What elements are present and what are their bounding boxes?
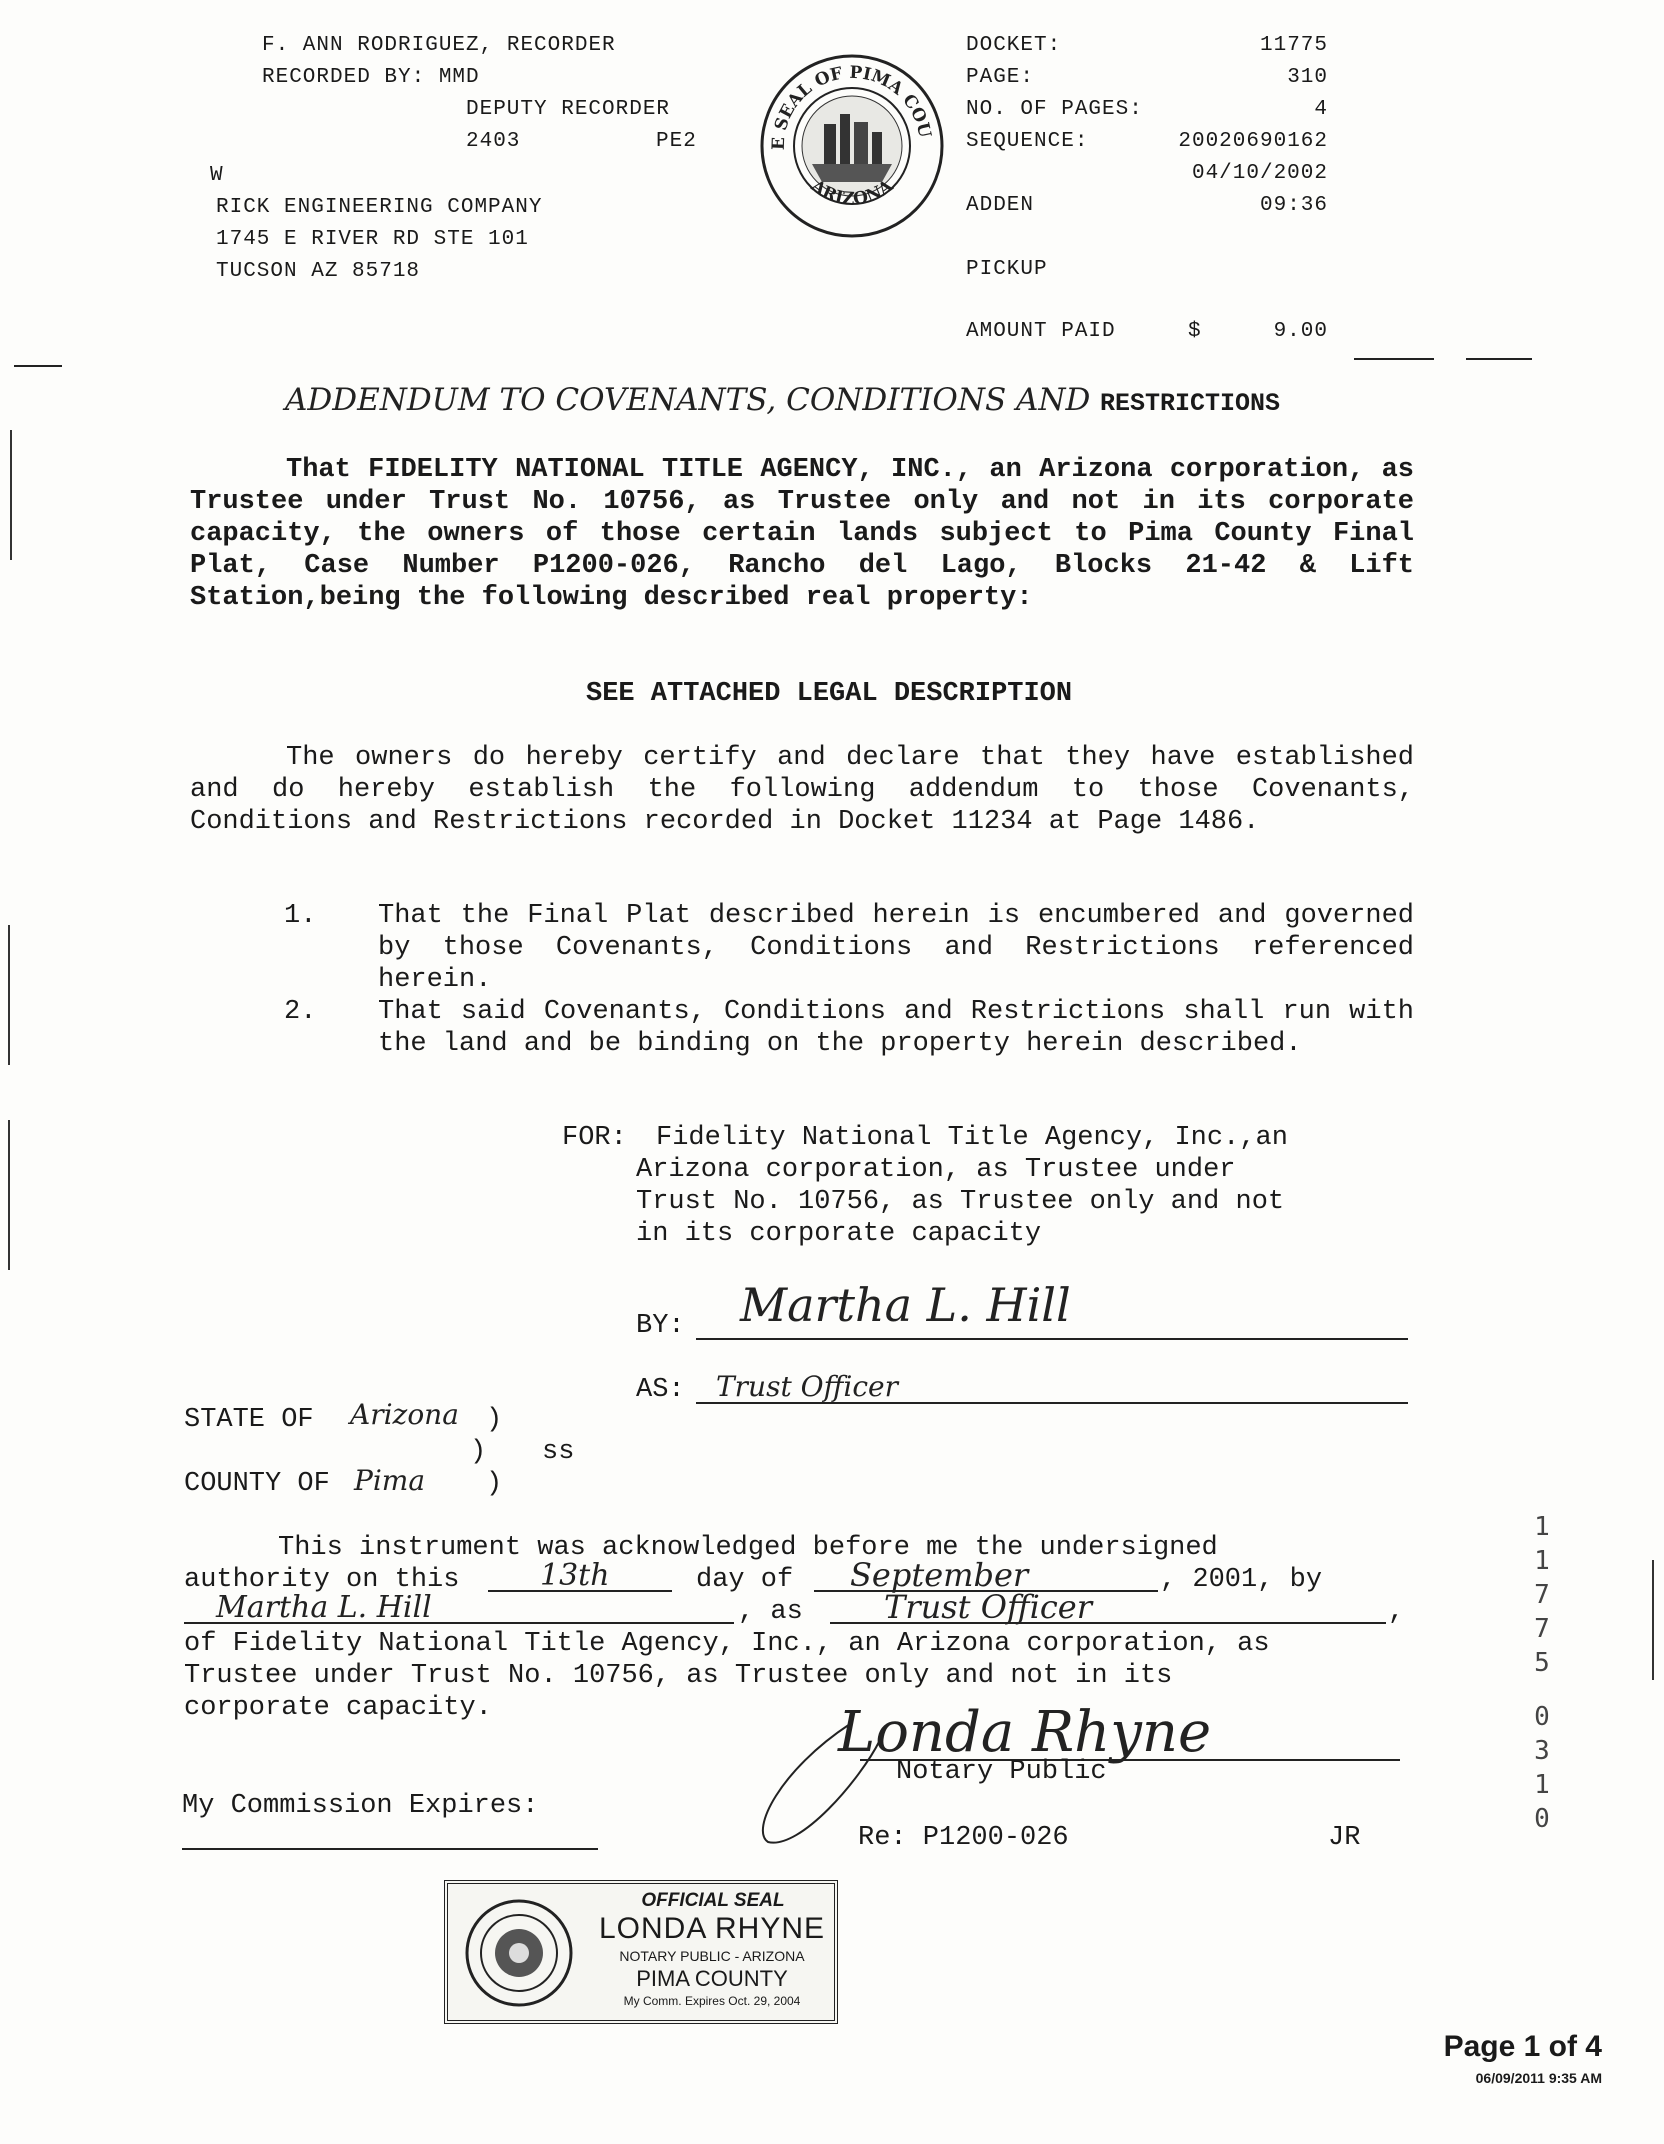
print-timestamp: 06/09/2011 9:35 AM bbox=[1475, 2070, 1602, 2086]
declaration-paragraph: The owners do hereby certify and declare that they have established and do hereby establish the following addendum to those Covenants, Conditions and Restrictions recorded in Docket 11234 at Page 1486. bbox=[190, 743, 1414, 837]
see-attached-heading: SEE ATTACHED LEGAL DESCRIPTION bbox=[586, 679, 1073, 709]
ack-name-value: Martha L. Hill bbox=[216, 1590, 432, 1625]
pickup-label: PICKUP bbox=[966, 258, 1048, 281]
amount-paid-label: AMOUNT PAID bbox=[966, 320, 1116, 343]
margin-mark bbox=[1354, 358, 1434, 360]
side-digit: 1 bbox=[1534, 1770, 1550, 1800]
side-digit: 7 bbox=[1534, 1614, 1550, 1644]
return-address-1: 1745 E RIVER RD STE 101 bbox=[216, 228, 529, 251]
recorder-name: F. ANN RODRIGUEZ, RECORDER bbox=[262, 34, 616, 57]
ack-title-value: Trust Officer bbox=[884, 1588, 1092, 1626]
commission-line bbox=[182, 1848, 598, 1850]
intro-paragraph: That FIDELITY NATIONAL TITLE AGENCY, INC., an Arizona corporation, as Trustee under Trust No. 10756, as Trustee only and not in its corporate capacity, the owners of those certain lands subject to Pima County Final Plat, Case Number P1200-026, Rancho del Lago, Blocks 21-42 & Lift Station,being the following described real property: bbox=[190, 455, 1414, 613]
bracket: ) bbox=[486, 1469, 503, 1499]
stamp-line-4: PIMA COUNTY bbox=[636, 1966, 788, 1991]
page-counter: Page 1 of 4 bbox=[1443, 2030, 1602, 2063]
bracket: ) bbox=[486, 1405, 503, 1435]
side-digit: 5 bbox=[1534, 1648, 1550, 1678]
currency-symbol: $ bbox=[1188, 320, 1202, 343]
side-digit: 0 bbox=[1534, 1804, 1550, 1834]
document-title bbox=[285, 382, 1385, 418]
amount-paid-value: 9.00 bbox=[1273, 320, 1328, 343]
recorded-date: 04/10/2002 bbox=[1191, 162, 1328, 185]
docket-label: DOCKET: bbox=[966, 34, 1062, 57]
county-label: COUNTY OF bbox=[184, 1469, 330, 1499]
notary-signature: Londa Rhyne bbox=[838, 1700, 1212, 1765]
ack-month-value: September bbox=[850, 1556, 1029, 1594]
side-digit: 1 bbox=[1534, 1512, 1550, 1542]
for-line-4: in its corporate capacity bbox=[636, 1219, 1042, 1249]
recorded-time: 09:36 bbox=[1259, 194, 1328, 217]
initials: JR bbox=[1328, 1823, 1361, 1853]
for-line-3: Trust No. 10756, as Trustee only and not bbox=[636, 1187, 1285, 1217]
stamp-line-2: LONDA RHYNE bbox=[598, 1912, 826, 1945]
sequence-value: 20020690162 bbox=[1178, 130, 1328, 153]
deputy-recorder: DEPUTY RECORDER bbox=[466, 98, 671, 121]
scan-edge-mark bbox=[8, 925, 10, 1065]
page-label: PAGE: bbox=[966, 66, 1035, 89]
case-reference: Re: P1200-026 bbox=[858, 1823, 1069, 1853]
margin-mark bbox=[1466, 358, 1532, 360]
scan-edge-mark bbox=[10, 430, 12, 560]
side-digit: 7 bbox=[1534, 1580, 1550, 1610]
state-value: Arizona bbox=[350, 1398, 459, 1431]
recorded-by: RECORDED BY: MMD bbox=[262, 66, 480, 89]
scan-edge-mark bbox=[8, 1120, 10, 1270]
by-label: BY: bbox=[636, 1311, 685, 1341]
for-line-2: Arizona corporation, as Trustee under bbox=[636, 1155, 1236, 1185]
page-value: 310 bbox=[1287, 66, 1328, 89]
return-mark: W bbox=[210, 164, 224, 187]
recorder-code-2: PE2 bbox=[656, 130, 697, 153]
adden-label: ADDEN bbox=[966, 194, 1035, 217]
ack-year: , 2001, by bbox=[1160, 1565, 1323, 1595]
stamp-line-3: NOTARY PUBLIC - ARIZONA bbox=[619, 1948, 805, 1964]
as-label: AS: bbox=[636, 1375, 685, 1405]
item-text: That the Final Plat described herein is encumbered and governed by those Covenants, Conditions and Restrictions referenced herein. bbox=[378, 901, 1414, 995]
as-value: Trust Officer bbox=[716, 1370, 898, 1403]
ack-line-1: This instrument was acknowledged before me the undersigned bbox=[278, 1533, 1218, 1563]
scan-edge-mark bbox=[1652, 1560, 1654, 1680]
stamp-line-5: My Comm. Expires Oct. 29, 2004 bbox=[623, 1994, 801, 2008]
notary-seal-emblem bbox=[464, 1898, 574, 2008]
ack-as: , as bbox=[738, 1597, 803, 1627]
ack-line-4: of Fidelity National Title Agency, Inc., an Arizona corporation, as bbox=[184, 1629, 1270, 1659]
notary-public-label: Notary Public bbox=[896, 1757, 1107, 1787]
side-digit: 0 bbox=[1534, 1702, 1550, 1732]
margin-mark bbox=[14, 365, 62, 367]
stamp-line-1: OFFICIAL SEAL bbox=[641, 1890, 785, 1911]
sequence-label: SEQUENCE: bbox=[966, 130, 1089, 153]
item-text: That said Covenants, Conditions and Restrictions shall run with the land and be binding on the property herein described. bbox=[378, 997, 1414, 1059]
ack-day-of: day of bbox=[696, 1565, 794, 1595]
side-stamp-number bbox=[1522, 1510, 1562, 1836]
return-address-2: TUCSON AZ 85718 bbox=[216, 260, 421, 283]
ack-comma: , bbox=[1388, 1597, 1405, 1627]
side-digit: 3 bbox=[1534, 1736, 1550, 1766]
state-label: STATE OF bbox=[184, 1405, 314, 1435]
trustee-signature: Martha L. Hill bbox=[740, 1278, 1071, 1332]
commission-label: My Commission Expires: bbox=[182, 1791, 539, 1821]
ack-line-6: corporate capacity. bbox=[184, 1693, 492, 1723]
item-number: 2. bbox=[284, 997, 317, 1027]
return-company: RICK ENGINEERING COMPANY bbox=[216, 196, 543, 219]
for-label: FOR: bbox=[562, 1123, 627, 1153]
notary-official-seal-stamp bbox=[444, 1880, 838, 2024]
bracket: ) bbox=[470, 1437, 487, 1467]
seal-top-text: E SEAL OF PIMA COU bbox=[768, 62, 935, 151]
title-italic: ADDENDUM TO COVENANTS, CONDITIONS AND bbox=[285, 382, 1091, 418]
ss-label: ss bbox=[542, 1437, 575, 1467]
ack-line-5: Trustee under Trust No. 10756, as Trustee only and not in its bbox=[184, 1661, 1173, 1691]
ack-authority: authority on this bbox=[184, 1565, 460, 1595]
title-plain: RESTRICTIONS bbox=[1100, 389, 1281, 418]
recorder-code-1: 2403 bbox=[466, 130, 521, 153]
side-digit: 1 bbox=[1534, 1546, 1550, 1576]
seal-bottom-text: ARIZONA bbox=[807, 176, 897, 210]
pima-county-seal bbox=[758, 52, 946, 240]
signature-line bbox=[696, 1338, 1408, 1340]
num-pages-value: 4 bbox=[1314, 98, 1328, 121]
for-line-1: Fidelity National Title Agency, Inc.,an bbox=[656, 1123, 1288, 1153]
docket-value: 11775 bbox=[1259, 34, 1328, 57]
county-value: Pima bbox=[354, 1464, 426, 1497]
item-number: 1. bbox=[284, 901, 317, 931]
ack-day-value: 13th bbox=[540, 1558, 610, 1593]
num-pages-label: NO. OF PAGES: bbox=[966, 98, 1143, 121]
